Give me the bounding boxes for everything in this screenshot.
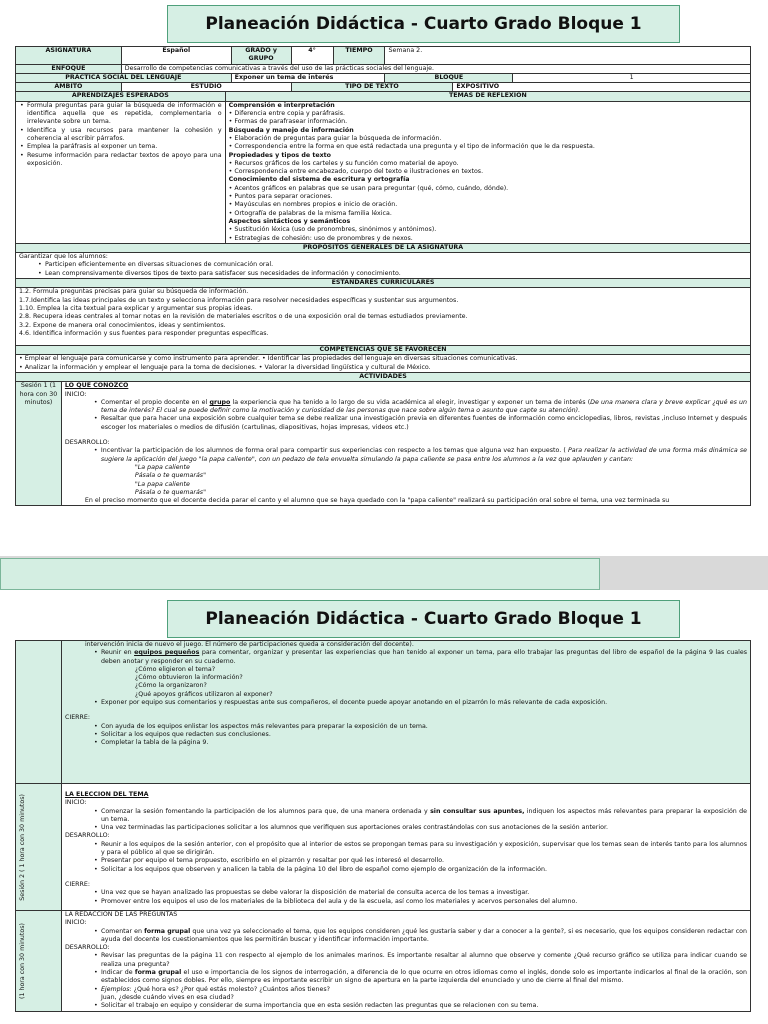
enfoque-value: Desarrollo de competencias comunicativas a través del uso de las prácticas sociales del lenguaje. xyxy=(121,64,750,73)
cierre-label: CIERRE: xyxy=(64,880,91,888)
estandares-row xyxy=(16,288,751,346)
sesion3-content xyxy=(61,911,750,1012)
activity-item: • Comentar en forma grupal que una vez ya seleccionado el tema, que los equipos consideren ¿qué les gustaría saber y dar a conocer a la gente?, si es necesario, que los equipos consideren redactar con ayuda del docente los cuestionamientos que les permitirán buscar y identificar información importante. xyxy=(93,928,747,945)
competencias-label: COMPETENCIAS QUE SE FAVORECEN xyxy=(16,346,751,355)
inicio-label: INICIO: xyxy=(64,390,87,398)
cierre-label: CIERRE: xyxy=(64,714,91,722)
activity-item: • Indicar de forma grupal el uso e importancia de los signos de interrogación, a diferencia de lo que ocurre en otros idiomas como el inglés, donde solo es importante indicarlos al final de la oración, son establecidos como signos dobles. Por ello, siempre es importante escribir un signo de apertura en la parte izquierda del enunciado y uno de cierre al final del mismo. xyxy=(93,969,747,986)
sesion2-title: LA ELECCION DEL TEMA xyxy=(64,791,149,798)
activity-item: • Incentivar la participación de los alumnos de forma oral para compartir sus experiencias con respecto a los temas que alguna vez han expuesto. ( Para realizar la actividad de una forma más dinámica se sugiere la aplicación del juego "la papa caliente", con un pedazo de tela envuelta simulando la papa caliente se pasa entre los alumnos a la vez que aplauden y cantan: xyxy=(93,447,747,464)
propositos-header-row xyxy=(16,243,751,252)
competencias-row xyxy=(16,355,751,373)
activity-item: • Reunir a los equipos de la sesión anterior, con el propósito que al interior de estos se propongan temas para su investigación y exposición, supervisar que los temas sean de interés tanto para los alumnos y para el público al que se dirigirán. xyxy=(93,841,747,858)
page-title-banner: Planeación Didáctica - Cuarto Grado Bloque 1 xyxy=(167,5,680,43)
competencia-line: • Analizar la información y emplear el lenguaje para la toma de decisiones. • Valorar la diversidad lingüística y cultural de México. xyxy=(19,363,431,371)
activity-item: • Con ayuda de los equipos enlistar los aspectos más relevantes para preparar la exposición de un tema. xyxy=(93,723,747,731)
sesion2-content xyxy=(61,784,750,911)
song-line: Pásala o te quemarás" xyxy=(134,472,206,480)
tema-item: • Correspondencia entre encabezado, cuerpo del texto e ilustraciones en textos. xyxy=(228,168,484,176)
sesion3-label: (1 hora con 30 minutos) xyxy=(19,922,26,999)
actividades-header-row xyxy=(16,372,751,381)
sesion2-label: Sesión 2 ( 1 hora con 30 minutos) xyxy=(19,793,26,901)
tema-item: • Estrategias de cohesión: uso de pronombres y de nexos. xyxy=(228,234,413,242)
tema-item: • Elaboración de preguntas para guiar la búsqueda de información. xyxy=(228,134,442,142)
tema-item: • Recursos gráficos de los carteles y su función como material de apoyo. xyxy=(228,159,459,167)
propositos-intro: Garantizar que los alumnos: xyxy=(19,253,108,261)
question-line: ¿Cómo obtuvieron la información? xyxy=(134,674,243,682)
aprendizaje-item: • Identifica y usa recursos para mantener la cohesión y coherencia al escribir párrafos. xyxy=(19,127,222,144)
temas-cell xyxy=(225,101,750,243)
estandar-item: 4.6. Identifica información y sus fuentes para responder preguntas específicas. xyxy=(19,329,269,337)
temas-label: TEMAS DE REFLEXIÓN xyxy=(225,92,750,101)
tema-title: Propiedades y tipos de texto xyxy=(228,151,332,159)
tema-item: • Mayúsculas en nombres propios e inicio de oración. xyxy=(228,201,398,209)
proposito-item: • Participen eficientemente en diversas situaciones de comunicación oral. xyxy=(37,261,747,269)
tema-title: Aspectos sintácticos y semánticos xyxy=(228,217,351,225)
tema-item: • Puntos para separar oraciones. xyxy=(228,193,333,201)
aprendizaje-item: • Emplea la paráfrasis al exponer un tema. xyxy=(19,143,222,151)
sesion1-cont-row xyxy=(16,641,751,784)
sesion3-row xyxy=(16,911,751,1012)
song-line: "La papa caliente xyxy=(134,463,190,471)
tema-title: Búsqueda y manejo de información xyxy=(228,126,354,134)
tiempo-value: Semana 2. xyxy=(385,47,751,65)
ambito-row xyxy=(16,83,751,92)
tipo-label: TIPO DE TEXTO xyxy=(291,83,453,92)
estandar-item: 1.2. Formula preguntas precisas para guiar su búsqueda de información. xyxy=(19,288,249,296)
aprendizaje-item: • Formula preguntas para guiar la búsqueda de información e identifica aquella que es repetida, complementaria o irrelevante sobre un tema. xyxy=(19,102,222,127)
aprendizaje-item: • Resume información para redactar textos de apoyo para una exposición. xyxy=(19,152,222,169)
activity-item: • Solicitar a los equipos que observen y analicen la tabla de la página 10 del libro de español como ejemplo de organización de la información. xyxy=(93,866,747,874)
page-footer-strip xyxy=(0,558,600,590)
sesion1-title: LO QUE CONOZCO xyxy=(64,382,129,390)
activity-item: • Solicitar a los equipos que redacten sus conclusiones. xyxy=(93,731,747,739)
tema-title: Conocimiento del sistema de escritura y ortografía xyxy=(228,176,410,184)
sesion3-label-cell xyxy=(16,911,62,1012)
proposito-item: • Lean comprensivamente diversos tipos de texto para satisfacer sus necesidades de información y conocimiento. xyxy=(37,270,747,278)
activity-item: • Ejemplos: ¿Qué hora es? ¿Por qué estás molesto? ¿Cuántos años tienes? xyxy=(93,986,747,994)
activity-item: • Comenzar la sesión fomentando la participación de los alumnos para que, de una manera ordenada y sin consultar sus apuntes, indiquen los aspectos más relevantes para preparar la exposición de un tema. xyxy=(93,808,747,825)
activity-item: • Promover entre los equipos el uso de los materiales de la biblioteca del aula y de la escuela, así como los materiales y acervos personales del alumno. xyxy=(93,898,747,906)
activity-text: intervención inicia de nuevo el juego. El número de participaciones queda a consideración del docente). xyxy=(84,641,414,648)
estandar-item: 3.2. Expone de manera oral conocimientos, ideas y sentimientos. xyxy=(19,321,226,329)
question-line: ¿Cómo eligieron el tema? xyxy=(134,665,216,673)
propositos-row xyxy=(16,253,751,279)
activity-text: En el preciso momento que el docente decida parar el canto y el alumno que se haya quedado con la "papa caliente" realizará su participación oral sobre el tema, una vez terminada su xyxy=(84,497,670,505)
estandar-item: 1.10. Emplea la cita textual para explicar y argumentar sus propias ideas. xyxy=(19,304,253,312)
inicio-label: INICIO: xyxy=(64,799,87,807)
estandar-item: 2.8. Recupera ideas centrales al tomar notas en la revisión de materiales escritos o de una exposición oral de temas estudiados previamente. xyxy=(19,313,468,321)
aprendizajes-cell xyxy=(16,101,226,243)
practica-row xyxy=(16,73,751,82)
tema-item: • Correspondencia entre la forma en que está redactada una pregunta y el tipo de información que le da respuesta. xyxy=(228,143,595,151)
sesion1-cont-content xyxy=(61,641,750,784)
tema-item: • Acentos gráficos en palabras que se usan para preguntar (qué, cómo, cuándo, dónde). xyxy=(228,184,509,192)
enfoque-row xyxy=(16,64,751,73)
activity-item: • Presentar por equipo el tema propuesto, escribirlo en el pizarrón y resaltar por qué les interesó el desarrollo. xyxy=(93,857,747,865)
bloque-label: BLOQUE xyxy=(385,73,513,82)
practica-label: PRÁCTICA SOCIAL DEL LENGUAJE xyxy=(16,73,232,82)
estandares-header-row xyxy=(16,279,751,288)
ambito-value: ESTUDIO xyxy=(121,83,291,92)
desarrollo-label: DESARROLLO: xyxy=(64,832,110,840)
activity-item: • Una vez que se hayan analizado las propuestas se debe valorar la disposición de material de consulta acerca de los temas a investigar. xyxy=(93,889,747,897)
activity-item: • Completar la tabla de la página 9. xyxy=(93,739,747,747)
activity-item: • Comentar el propio docente en el grupo la experiencia que ha tenido a lo largo de su vida académica al elegir, investigar y exponer un tema de interés (De una manera clara y breve explicar ¿qué es un tema de interés? El cual se puede definir como la motivación y curiosidad de las personas que nace sobre algún tema o asunto que capte su atención). xyxy=(93,399,747,416)
propositos-label: PROPÓSITOS GENERALES DE LA ASIGNATURA xyxy=(16,243,751,252)
activity-item: • Exponer por equipo sus comentarios y respuestas ante sus compañeros, el docente puede apoyar anotando en el pizarrón lo más relevante de cada exposición. xyxy=(93,699,747,707)
header-row xyxy=(16,47,751,65)
tema-item: • Diferencia entre copia y paráfrasis. xyxy=(228,110,346,118)
practica-value: Exponer un tema de interés xyxy=(231,73,385,82)
desarrollo-label: DESARROLLO: xyxy=(64,439,110,447)
tema-title: Comprensión e interpretación xyxy=(228,101,335,109)
sesion1-content xyxy=(61,382,750,506)
page-title-banner: Planeación Didáctica - Cuarto Grado Bloque 1 xyxy=(167,600,680,638)
grado-label: GRADO y GRUPO xyxy=(231,47,291,65)
estandares-cell xyxy=(16,288,751,346)
sesion3-title: LA REDACCION DE LAS PREGUNTAS xyxy=(64,911,178,918)
grado-value: 4° xyxy=(291,47,333,65)
ejemplo-line: Juan, ¿desde cuándo vives en esa ciudad? xyxy=(100,993,234,1001)
inicio-label: INICIO: xyxy=(64,919,87,927)
tipo-value: EXPOSITIVO xyxy=(453,83,751,92)
activity-item: • Una vez terminadas las participaciones solicitar a los alumnos que verifiquen sus aportaciones orales contrastándolas con sus anotaciones de la sesión anterior. xyxy=(93,824,747,832)
activities-table xyxy=(15,640,751,1012)
question-line: ¿Cómo la organizaron? xyxy=(134,682,207,690)
competencias-header-row xyxy=(16,346,751,355)
document-page-2 xyxy=(0,590,768,1024)
actividades-label: ACTIVIDADES xyxy=(16,372,751,381)
enfoque-label: ENFOQUE xyxy=(16,64,122,73)
planning-table xyxy=(15,46,751,506)
tema-item: • Ortografía de palabras de la misma familia léxica. xyxy=(228,209,392,217)
estandares-label: ESTÁNDARES CURRICULARES xyxy=(16,279,751,288)
sesion1-cont-label xyxy=(16,641,62,784)
ambito-label: ÁMBITO xyxy=(16,83,122,92)
bloque-value: 1 xyxy=(513,73,751,82)
sesion1-row xyxy=(16,382,751,506)
activity-item: • Revisar las preguntas de la página 11 con respecto al ejemplo de los animales marinos. Es importante resaltar al alumno que observe y comente ¿Qué recurso gráfico se utiliza para indicar cuando se realiza una pregunta? xyxy=(93,952,747,969)
tema-item: • Formas de parafrasear información. xyxy=(228,118,348,126)
activity-item: • Resaltar que para hacer una exposición sobre cualquier tema se debe realizar una investigación previa en diferentes fuentes de información como enciclopedias, libros, revistas ,incluso Internet y después escoger los materiales o medios de difusión (cartulinas, diapositivas, hojas impresas, videos etc.) xyxy=(93,415,747,432)
activity-item: • Solicitar el trabajo en equipo y considerar de suma importancia que en esta sesión redacten las preguntas que se relacionen con su tema. xyxy=(93,1002,747,1010)
tema-item: • Sustitución léxica (uso de pronombres, sinónimos y antónimos). xyxy=(228,226,437,234)
aprendizajes-row xyxy=(16,101,751,243)
desarrollo-label: DESARROLLO: xyxy=(64,944,110,952)
aprendizajes-header-row xyxy=(16,92,751,101)
competencia-line: • Emplear el lenguaje para comunicarse y como instrumento para aprender. • Identificar las propiedades del lenguaje en diversas situaciones comunicativas. xyxy=(19,355,518,363)
activity-item: • Reunir en equipos pequeños para comentar, organizar y presentar las experiencias que han tenido al exponer un tema, para ello trabajar las preguntas del libro de español de la página 9 las cuales deben anotar y responder en su cuaderno. xyxy=(93,649,747,666)
sesion1-label: Sesión 1 (1 hora con 30 minutos) xyxy=(16,382,62,506)
competencias-cell xyxy=(16,355,751,373)
question-line: ¿Qué apoyos gráficos utilizaron al exponer? xyxy=(134,690,273,698)
song-line: Pásala o te quemarás" xyxy=(134,488,206,496)
song-line: "La papa caliente xyxy=(134,480,190,488)
aprendizajes-label: APRENDIZAJES ESPERADOS xyxy=(16,92,226,101)
asignatura-label: ASIGNATURA xyxy=(16,47,122,65)
estandar-item: 1.7.Identifica las ideas principales de un texto y selecciona información para resolver necesidades específicas y sustentar sus argumentos. xyxy=(19,296,459,304)
asignatura-value: Español xyxy=(121,47,231,65)
tiempo-label: TIEMPO xyxy=(333,47,385,65)
sesion2-row xyxy=(16,784,751,911)
sesion2-label-cell xyxy=(16,784,62,911)
propositos-cell xyxy=(16,253,751,279)
